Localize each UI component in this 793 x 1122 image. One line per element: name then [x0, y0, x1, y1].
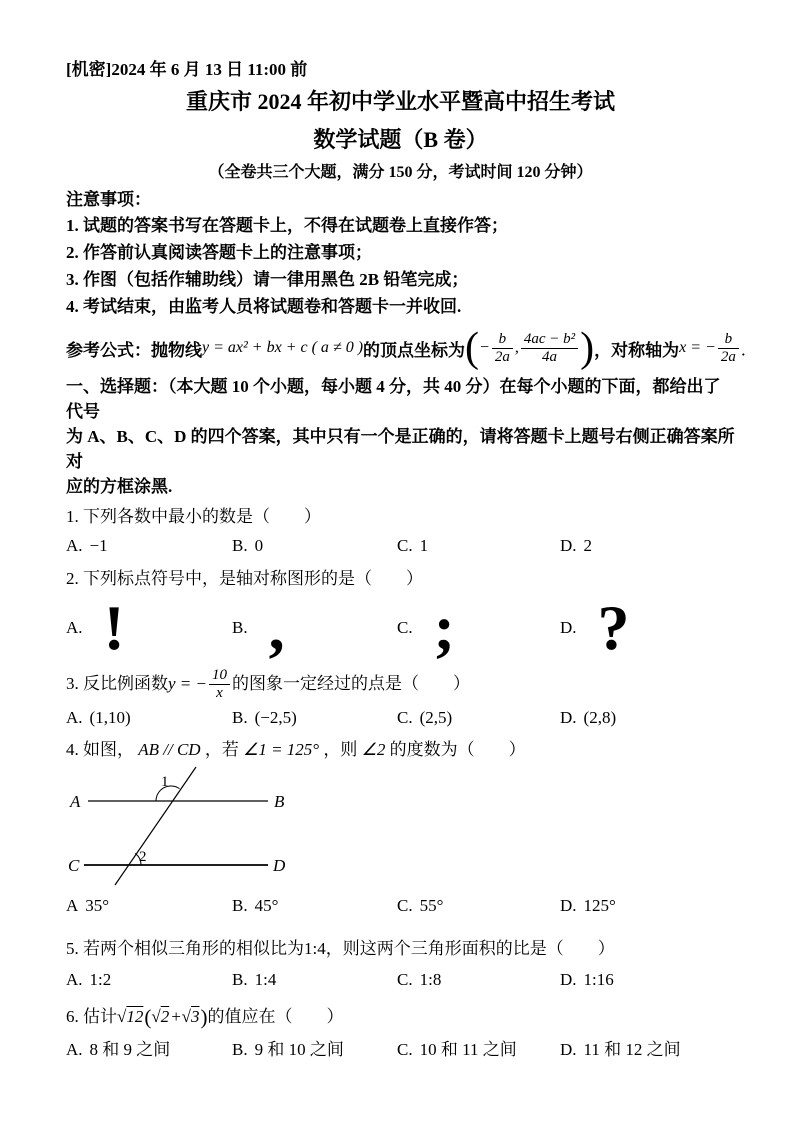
stem-text: 的图象一定经过的点是（ ） [232, 674, 470, 694]
vertex-text: 的顶点坐标为 [363, 340, 466, 360]
notice-item-2: 2. 作答前认真阅读答题卡上的注意事项； [66, 243, 372, 262]
option-text: 9 和 10 之间 [254, 1039, 344, 1059]
exclamation-mark-symbol: ! [103, 592, 125, 663]
option-text: 1:8 [419, 969, 442, 989]
fraction-numerator: 4ac − b² [521, 331, 578, 349]
sqrt-sign: √ [151, 1006, 161, 1026]
angle-1-label: 1 [161, 773, 169, 790]
option-label: D. [560, 1039, 577, 1059]
transversal-line [115, 767, 196, 885]
option-b [232, 706, 397, 730]
option-text: 125° [583, 895, 616, 915]
section-intro-line-2: 为 A、B、C、D 的四个答案，其中只有一个是正确的，请将答题卡上题号右侧正确答案所对 [66, 427, 735, 471]
question-2-options [66, 593, 735, 663]
option-b [232, 1039, 397, 1061]
question-5-stem: 5. 若两个相似三角形的相似比为1:4，则这两个三角形面积的比是（ ） [66, 938, 615, 958]
angle-2-notation: ∠2 [361, 739, 386, 759]
vertex-x-fraction [492, 331, 513, 366]
option-label: B. [232, 618, 248, 637]
option-a [66, 706, 232, 730]
section-intro-line-1: 一、选择题：（本大题 10 个小题，每小题 4 分，共 40 分）在每个小题的下面，都给出了代号 [66, 377, 721, 421]
option-text: 1:2 [89, 969, 112, 989]
fraction-numerator: b [718, 331, 739, 349]
section-intro-line-3: 应的方框涂黑. [66, 477, 173, 496]
radicand-2: 2 [160, 1006, 170, 1026]
option-text: 10 和 11 之间 [419, 1039, 517, 1059]
option-label: B. [232, 895, 248, 915]
formula-label: 参考公式：抛物线 [66, 340, 202, 360]
option-b [232, 969, 397, 991]
comma: , [514, 339, 519, 356]
option-label: B. [232, 1039, 248, 1059]
stem-text: 的值应在（ ） [207, 1006, 344, 1026]
option-label: C. [397, 969, 413, 989]
option-a [66, 1039, 232, 1061]
option-d [560, 969, 735, 991]
option-text: 1:4 [254, 969, 277, 989]
option-a [66, 535, 232, 557]
option-c [397, 1039, 560, 1061]
option-label: D. [560, 707, 577, 727]
exam-title: 重庆市 2024 年初中学业水平暨高中招生考试 [185, 89, 615, 114]
option-c [397, 535, 560, 557]
option-d [560, 895, 735, 917]
fraction-numerator: 10 [209, 667, 230, 685]
option-b [232, 535, 397, 557]
secrecy-note: [机密]2024 年 6 月 13 日 11:00 前 [66, 60, 308, 79]
notice-item-4: 4. 考试结束，由监考人员将试题卷和答题卡一并收回. [66, 297, 462, 316]
option-text: 45° [254, 895, 279, 915]
parabola-equation: y = ax² + bx + c ( a ≠ 0 ) [202, 339, 364, 356]
option-d [560, 1039, 735, 1061]
period: ． [740, 341, 757, 359]
option-label: C. [397, 536, 413, 555]
comma-symbol: , [268, 592, 285, 663]
option-text: 55° [419, 895, 444, 915]
stem-text: 的度数为（ ） [389, 739, 526, 759]
option-text: 2 [583, 536, 593, 555]
fraction-numerator: b [492, 331, 513, 349]
option-label: A [66, 895, 79, 915]
question-4-stem [66, 738, 735, 762]
question-mark-symbol: ? [597, 592, 630, 663]
minus-sign: − [479, 339, 490, 356]
option-b [232, 895, 397, 917]
point-c-label: C [68, 855, 80, 875]
stem-text: 4. 如图， [66, 739, 139, 759]
vertex-y-fraction [521, 331, 578, 366]
option-text: 1 [419, 536, 429, 555]
semicolon-symbol: ; [433, 592, 455, 663]
notice-item-3: 3. 作图（包括作辅助线）请一律用黑色 2B 铅笔完成； [66, 270, 469, 289]
stem-text: ，则 [323, 739, 362, 759]
option-a [66, 895, 232, 917]
fraction-denominator: 4a [541, 348, 557, 365]
option-d [560, 706, 735, 730]
option-c [397, 895, 560, 917]
question-6-options [66, 1039, 735, 1061]
option-label: B. [232, 536, 248, 555]
option-label: A. [66, 536, 83, 555]
axis-fraction [718, 331, 739, 366]
option-text: −1 [89, 536, 108, 555]
option-text: (2,8) [583, 707, 617, 727]
parallel-lines-figure [68, 766, 388, 891]
radicand-12: 12 [126, 1006, 144, 1026]
option-c [397, 592, 560, 663]
open-paren: ( [144, 1004, 152, 1029]
option-text: (1,10) [89, 707, 131, 727]
option-text: (2,5) [419, 707, 453, 727]
sqrt-sign: √ [181, 1006, 192, 1026]
fraction-denominator: x [216, 684, 223, 701]
question-5-options [66, 969, 735, 991]
option-label: A. [66, 618, 83, 637]
question-3-options [66, 706, 735, 730]
fraction-denominator: 2a [720, 348, 736, 365]
stem-text: ，若 [204, 739, 244, 759]
question-1-options [66, 535, 735, 557]
parallel-lines-notation: AB // CD [138, 739, 201, 759]
option-c [397, 969, 560, 991]
option-label: C. [397, 1039, 413, 1059]
radicand-3: 3 [191, 1006, 200, 1026]
equation-lhs: y = − [168, 674, 207, 694]
option-text: 8 和 9 之间 [89, 1039, 171, 1059]
option-label: D. [560, 895, 577, 915]
option-c [397, 706, 560, 730]
paper-meta-line: （全卷共三个大题，满分 150 分，考试时间 120 分钟） [208, 164, 593, 181]
question-6-stem [66, 999, 735, 1035]
option-d [560, 535, 735, 557]
option-label: A. [66, 969, 83, 989]
option-label: D. [560, 969, 577, 989]
option-label: C. [397, 895, 413, 915]
close-paren: ) [200, 1004, 208, 1029]
option-d [560, 592, 735, 663]
option-label: A. [66, 707, 83, 727]
axis-text: ，对称轴为 [594, 340, 680, 360]
option-label: D. [560, 618, 577, 637]
paper-subject-title: 数学试题（B 卷） [313, 127, 488, 152]
notice-heading: 注意事项： [66, 190, 151, 209]
stem-text: 3. 反比例函数 [66, 674, 168, 694]
option-label: B. [232, 969, 248, 989]
option-label: A. [66, 1039, 83, 1059]
angle-2-label: 2 [139, 848, 147, 865]
plus-sign: + [170, 1006, 182, 1026]
reference-formula: 参考公式：抛物线 y = ax² + bx + c ( a ≠ 0 ) 的顶点坐标为 ( − $\frac{b}{2a}$ , $\frac{\text{4ac − b²}}{4a}$ ) ，对称轴为 x = − $\frac{b}{2a}$ ． [66, 325, 757, 371]
question-3-stem [66, 667, 735, 702]
notice-item-1: 1. 试题的答案书写在答题卡上，不得在试题卷上直接作答； [66, 216, 508, 235]
fraction-denominator: 2a [494, 348, 510, 365]
sqrt-sign: √ [117, 1006, 127, 1026]
point-a-label: A [70, 791, 81, 811]
option-label: D. [560, 536, 577, 555]
option-text: 1:16 [583, 969, 614, 989]
point-b-label: B [274, 791, 285, 811]
inverse-function-fraction [209, 667, 230, 702]
option-text: 35° [85, 895, 110, 915]
axis-equation-lhs: x = − [679, 339, 716, 356]
point-d-label: D [273, 855, 286, 875]
stem-text: 6. 估计 [66, 1006, 117, 1026]
angle-1-equation: ∠1 = 125° [243, 739, 320, 759]
question-2-stem: 2. 下列标点符号中，是轴对称图形的是（ ） [66, 569, 423, 588]
option-text: 11 和 12 之间 [583, 1039, 681, 1059]
question-4-options [66, 895, 735, 917]
question-1-stem: 1. 下列各数中最小的数是（ ） [66, 507, 321, 526]
option-a [66, 592, 232, 663]
option-label: C. [397, 618, 413, 637]
option-text: (−2,5) [254, 707, 297, 727]
option-b [232, 592, 397, 663]
option-label: B. [232, 707, 248, 727]
option-a [66, 969, 232, 991]
option-label: C. [397, 707, 413, 727]
option-text: 0 [254, 536, 264, 555]
